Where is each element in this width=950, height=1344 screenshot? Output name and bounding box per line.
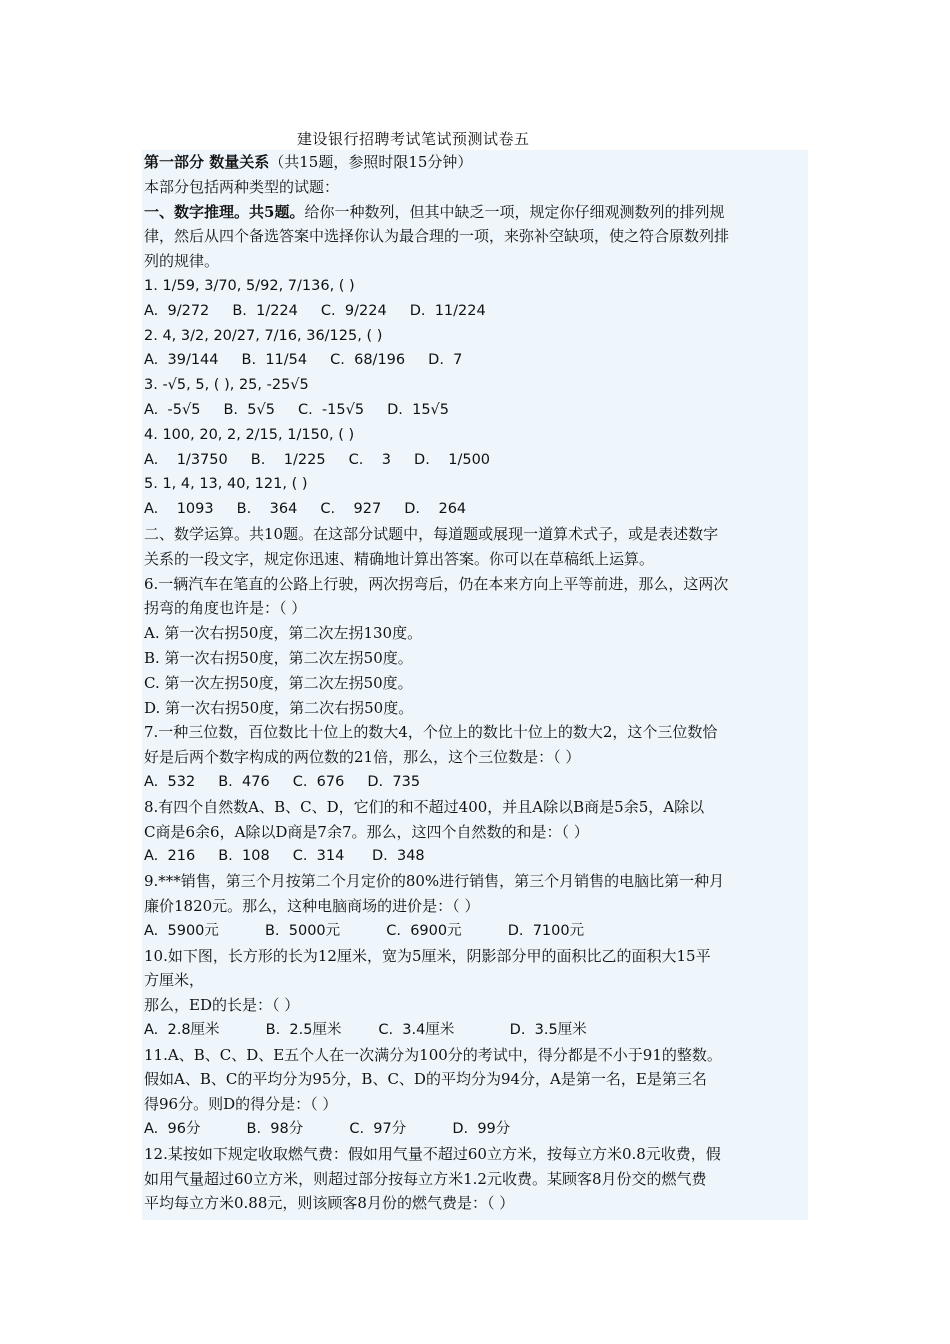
q1-options: A. 9/272 B. 1/224 C. 9/224 D. 11/224 (144, 302, 486, 319)
part1-heading: 第一部分 数量关系 (144, 153, 270, 171)
q10-stem-2: 方厘米， (144, 971, 205, 990)
q7-options: A. 532 B. 476 C. 676 D. 735 (144, 773, 421, 790)
q12-stem-3: 平均每立方米0.88元，则该顾客8月份的燃气费是：（ ） (144, 1194, 515, 1213)
document-title: 建设银行招聘考试笔试预测试卷五 (297, 130, 530, 148)
sec2-line-1: 二、数学运算。共10题。在这部分试题中，每道题或展现一道算术式子，或是表述数字 (144, 524, 719, 543)
sec1-line-2: 律，然后从四个备选答案中选择你认为最合理的一项，来弥补空缺项，使之符合原数列排 (144, 227, 730, 246)
part1-heading-note: （共15题，参照时限15分钟） (269, 153, 473, 171)
q6-option-b: B. 第一次右拐50度，第二次左拐50度。 (144, 648, 413, 667)
part1-heading-line (144, 150, 808, 175)
q12-stem-1: 12.某按如下规定收取燃气费：假如用气量不超过60立方米，按每立方米0.8元收费，假 (144, 1144, 721, 1163)
part1-intro: 本部分包括两种类型的试题： (144, 177, 340, 196)
q10-stem-1: 10.如下图，长方形的长为12厘米，宽为5厘米，阴影部分甲的面积比乙的面积大15平 (144, 946, 711, 965)
q9-options: A. 5900元 B. 5000元 C. 6900元 D. 7100元 (144, 922, 585, 939)
sec1-text: 给你一种数列，但其中缺乏一项，规定你仔细观测数列的排列规 (304, 202, 725, 221)
q11-stem-2: 假如A、B、C的平均分为95分，B、C、D的平均分为94分，A是第一名，E是第三名 (144, 1070, 707, 1089)
q10-stem-3: 那么，ED的长是：（ ） (144, 996, 300, 1015)
q6-option-a: A. 第一次右拐50度，第二次左拐130度。 (144, 624, 423, 643)
q10-options: A. 2.8厘米 B. 2.5厘米 C. 3.4厘米 D. 3.5厘米 (144, 1021, 587, 1038)
q2-options: A. 39/144 B. 11/54 C. 68/196 D. 7 (144, 352, 463, 369)
q4-stem: 4. 100, 20, 2, 2/15, 1/150, ( ) (144, 426, 355, 443)
q2-stem: 2. 4, 3/2, 20/27, 7/16, 36/125, ( ) (144, 327, 383, 344)
sec1-line-3: 列的规律。 (144, 252, 220, 271)
document-body (142, 150, 808, 1220)
q6-stem-1: 6.一辆汽车在笔直的公路上行驶，两次拐弯后，仍在本来方向上平等前进，那么，这两次 (144, 574, 729, 593)
q7-stem-1: 7.一种三位数，百位数比十位上的数大4，个位上的数比十位上的数大2，这个三位数恰 (144, 723, 718, 742)
q1-stem: 1. 1/59, 3/70, 5/92, 7/136, ( ) (144, 277, 355, 294)
q5-stem: 5. 1, 4, 13, 40, 121, ( ) (144, 476, 308, 493)
q11-options: A. 96分 B. 98分 C. 97分 D. 99分 (144, 1121, 511, 1138)
q11-stem-1: 11.A、B、C、D、E五个人在一次满分为100分的考试中，得分都是不小于91的整数。 (144, 1045, 722, 1064)
q6-option-c: C. 第一次左拐50度，第二次左拐50度。 (144, 673, 413, 692)
sec1-line-1 (144, 200, 808, 225)
q8-options: A. 216 B. 108 C. 314 D. 348 (144, 848, 425, 865)
q5-options: A. 1093 B. 364 C. 927 D. 264 (144, 501, 467, 518)
q8-stem-2: C商是6余6，A除以D商是7余7。那么，这四个自然数的和是：（ ） (144, 822, 589, 841)
q12-stem-2: 如用气量超过60立方米，则超过部分按每立方米1.2元收费。某顾客8月份交的燃气费 (144, 1169, 707, 1188)
q9-stem-1: 9.***销售，第三个月按第二个月定价的80%进行销售，第三个月销售的电脑比第一种月 (144, 872, 725, 891)
q9-stem-2: 廉价1820元。那么，这种电脑商场的进价是：（ ） (144, 896, 480, 915)
q3-options: A. -5√5 B. 5√5 C. -15√5 D. 15√5 (144, 401, 450, 418)
q4-options: A. 1/3750 B. 1/225 C. 3 D. 1/500 (144, 451, 491, 468)
sec1-heading: 一、数字推理。共5题。 (144, 202, 305, 221)
q6-stem-2: 拐弯的角度也许是：（ ） (144, 599, 307, 618)
q7-stem-2: 好是后两个数字构成的两位数的21倍，那么，这个三位数是：（ ） (144, 748, 581, 767)
q11-stem-3: 得96分。则D的得分是：（ ） (144, 1095, 338, 1114)
sec2-line-2: 关系的一段文字，规定你迅速、精确地计算出答案。你可以在草稿纸上运算。 (144, 549, 655, 568)
q8-stem-1: 8.有四个自然数A、B、C、D，它们的和不超过400，并且A除以B商是5余5，A除以 (144, 797, 705, 816)
q6-option-d: D. 第一次右拐50度，第二次右拐50度。 (144, 698, 414, 717)
q3-stem: 3. -√5, 5, ( ), 25, -25√5 (144, 377, 309, 394)
